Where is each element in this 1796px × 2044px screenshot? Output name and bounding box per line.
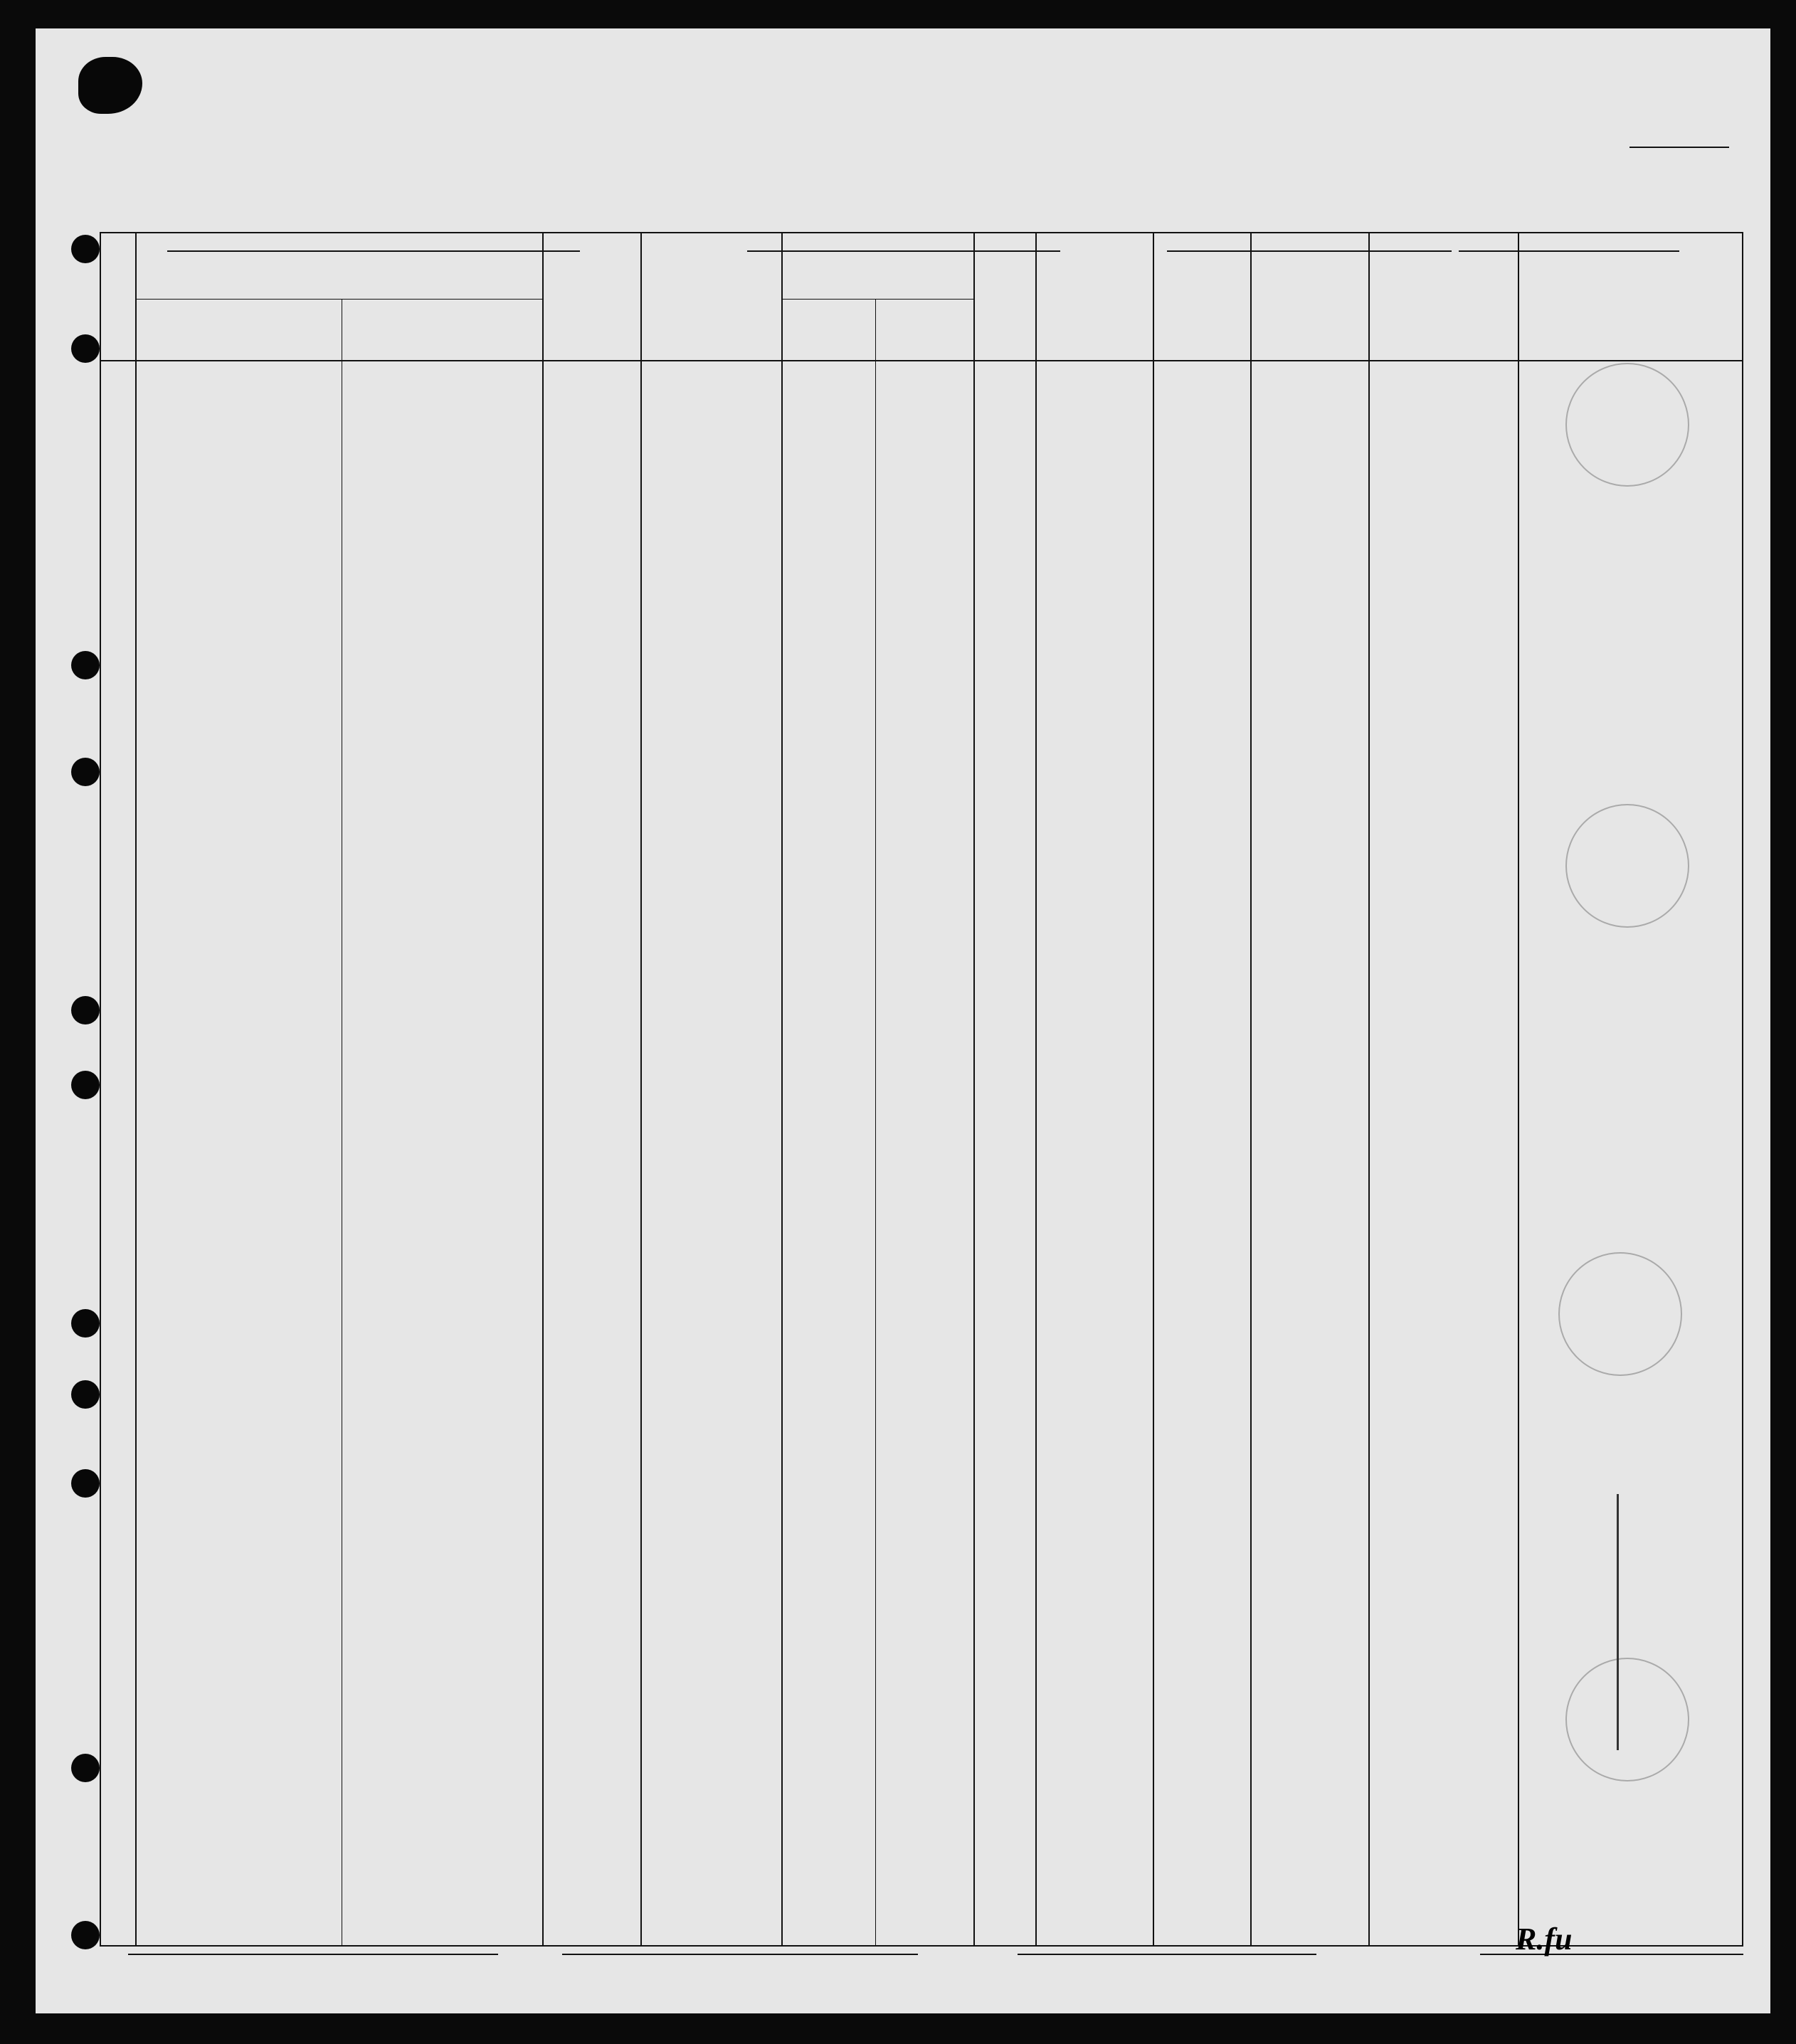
column-divider	[542, 233, 544, 1945]
column-divider	[875, 299, 876, 1945]
column-divider	[640, 233, 642, 1945]
column-divider	[1368, 233, 1370, 1945]
column-divider	[973, 233, 975, 1945]
header-divider	[783, 299, 973, 300]
official-seal	[1558, 1252, 1682, 1376]
table-border	[1742, 232, 1743, 1947]
col-3-header	[544, 239, 640, 250]
col-2-header	[137, 239, 542, 248]
column-divider	[781, 233, 783, 1945]
official-seal	[1565, 1658, 1689, 1781]
continuation-mark	[1617, 1494, 1619, 1750]
table-border	[100, 1945, 1743, 1947]
officer-signature: R.fu	[1516, 1922, 1573, 1956]
official-seal	[1565, 363, 1689, 487]
agents-underline	[1018, 1954, 1316, 1955]
col-1-header	[101, 239, 135, 268]
header-bottom	[101, 360, 1742, 361]
column-divider	[1250, 233, 1252, 1945]
table-border	[100, 232, 101, 1947]
col-7-header	[1037, 239, 1153, 250]
official-seal	[1565, 804, 1689, 928]
owners-underline	[562, 1954, 918, 1955]
column-divider	[135, 233, 137, 1945]
table-border	[100, 232, 1743, 233]
col-5-header	[783, 239, 973, 248]
header-divider	[137, 299, 542, 300]
column-divider	[1518, 233, 1519, 1945]
col-11-header	[1519, 239, 1742, 249]
col-4-header	[642, 239, 781, 256]
manifest-sheet	[36, 28, 1770, 2013]
col-10-header	[1370, 239, 1518, 243]
column-divider	[1035, 233, 1037, 1945]
column-divider	[1153, 233, 1154, 1945]
col-6-header	[975, 239, 1035, 245]
line-underline	[128, 1954, 498, 1955]
crew-table	[36, 28, 1770, 2013]
